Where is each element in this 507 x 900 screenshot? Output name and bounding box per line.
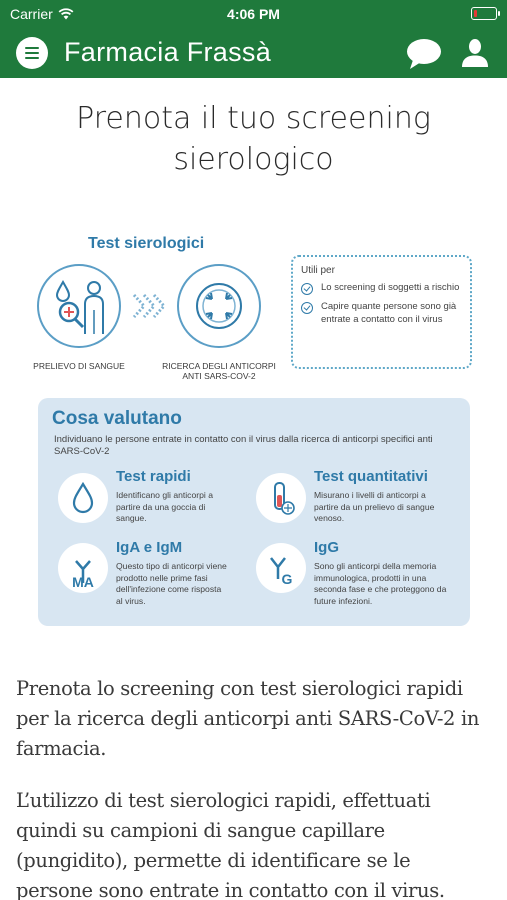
step1-caption: PRELIEVO DI SANGUE <box>33 361 125 371</box>
menu-icon-line <box>25 47 39 49</box>
infographic-image <box>0 225 507 635</box>
utili-item-text: Lo screening di soggetti a rischio <box>321 282 460 293</box>
battery-fill <box>474 10 477 17</box>
blood-draw-icon <box>37 264 121 348</box>
feature-desc: Questo tipo di anticorpi viene prodotto nelle prime fasi dell'infezione come risposta al virus. <box>116 561 227 606</box>
arrow-chevrons-icon <box>132 291 166 321</box>
check-icon <box>301 302 313 314</box>
body-paragraph-1: Prenota lo screening con test sierologici rapidi per la ricerca degli anticorpi anti SARS-CoV-2 in farmacia. <box>16 677 480 760</box>
chat-icon[interactable] <box>406 38 442 70</box>
igg-icon-letter: G <box>281 571 293 587</box>
feature-desc: Sono gli anticorpi della memoria immunologica, prodotti in una seconda fase e che proteggono da future infezioni. <box>314 561 447 606</box>
feature-desc: Identificano gli anticorpi a partire da una goccia di sangue. <box>116 490 213 523</box>
check-icon <box>301 283 313 295</box>
user-icon[interactable] <box>460 38 490 68</box>
status-time: 4:06 PM <box>227 6 280 22</box>
feature-title: IgA e IgM <box>116 539 183 556</box>
step2-caption: RICERCA DEGLI ANTICORPI ANTI SARS-COV-2 <box>162 361 276 381</box>
blood-drop-icon <box>58 473 108 523</box>
carrier-label: Carrier <box>10 6 53 22</box>
page-title: Prenota il tuo screening sierologico <box>76 101 431 177</box>
feature-title: Test quantitativi <box>314 468 428 485</box>
iga-icon-letters: MA <box>72 574 94 590</box>
body-paragraph-2: L’utilizzo di test sierologici rapidi, effettuati quindi su campioni di sangue capillare (pungidito), permette di identificare se le persone sono entrate in contatto con il virus. <box>16 789 445 900</box>
menu-button[interactable] <box>16 37 48 69</box>
feature-title: IgG <box>314 539 339 556</box>
app-title: Farmacia Frassà <box>64 37 272 67</box>
utili-heading: Utili per <box>301 265 335 276</box>
feature-desc: Misurano i livelli di anticorpi a partire da un prelievo di sangue venoso. <box>314 490 435 523</box>
antibody-research-icon <box>177 264 261 348</box>
status-bar <box>0 0 507 28</box>
menu-icon-line <box>25 57 39 59</box>
igg-icon <box>256 543 306 593</box>
utili-item <box>301 301 462 326</box>
infographic-title: Test sierologici <box>88 235 205 252</box>
utili-box <box>291 255 472 369</box>
utili-item <box>301 282 462 295</box>
feature-title: Test rapidi <box>116 468 191 485</box>
cosa-valutano-panel <box>38 398 470 626</box>
menu-icon-line <box>25 52 39 54</box>
cosa-title: Cosa valutano <box>52 408 182 429</box>
nav-bar <box>0 28 507 78</box>
iga-igm-icon <box>58 543 108 593</box>
battery-icon <box>471 7 497 20</box>
test-tube-icon <box>256 473 306 523</box>
utili-item-text: Capire quante persone sono già entrate a contatto con il virus <box>321 301 457 325</box>
cosa-intro: Individuano le persone entrate in contatto con il virus dalla ricerca di anticorpi specifici anti SARS-CoV-2 <box>54 434 433 457</box>
